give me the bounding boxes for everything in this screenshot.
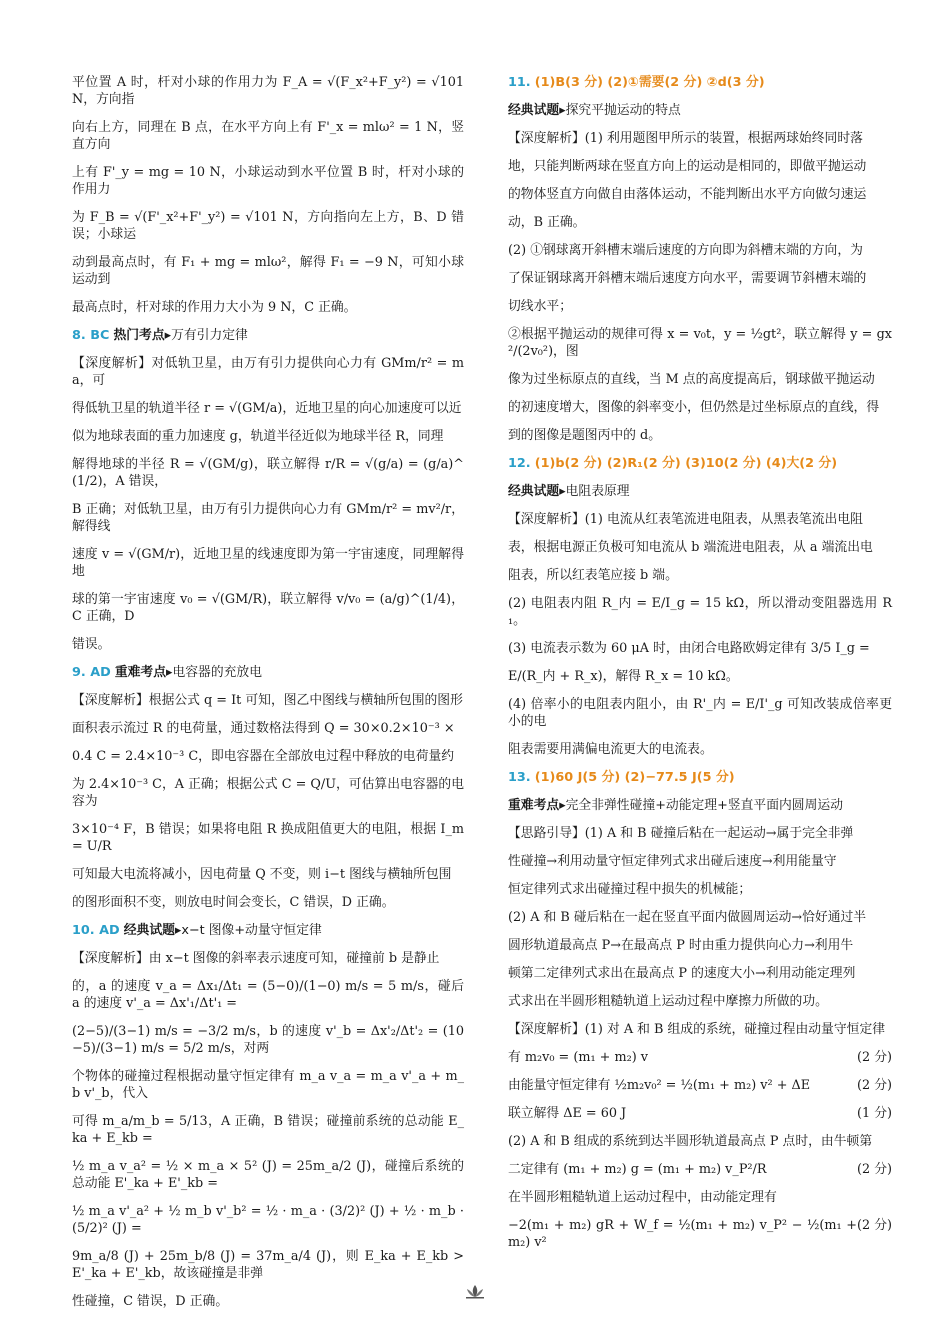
question-number: 9. AD — [72, 665, 111, 680]
question-number: 11. — [508, 75, 531, 90]
text-line: 圆形轨道最高点 P→在最高点 P 时由重力提供向心力→利用牛 — [508, 938, 854, 953]
text-line: 在半圆形粗糙轨道上运动过程中，由动能定理有 — [508, 1190, 777, 1205]
text-line: 切线水平； — [508, 299, 572, 314]
text-line: 动到最高点时，有 F₁ + mg = mlω²，解得 F₁ = −9 N，可知小球运动到 — [72, 255, 464, 287]
text-line: (2−5)/(3−1) m/s = −3/2 m/s，b 的速度 v'_b = Δx'₂/Δt'₂ = (10−5)/(3−1) m/s = 5/2 m/s，对两 — [72, 1024, 464, 1056]
topic-tag: 热门考点 — [113, 328, 165, 343]
text-line: (4) 倍率小的电阻表内阻小，由 R'_内 = E/I'_g 可知改装成倍率更小的电 — [508, 697, 892, 729]
text-line: 0.4 C = 2.4×10⁻³ C，即电容器在全部放电过程中释放的电荷量约 — [72, 749, 455, 764]
equation-text: −2(m₁ + m₂) gR + W_f = ½(m₁ + m₂) v_P² − ½(m₁ + m₂) v² — [508, 1218, 857, 1250]
question-header — [72, 922, 464, 939]
scored-line — [508, 1049, 892, 1066]
text-line: 【思路引导】(1) A 和 B 碰撞后粘在一起运动→属于完全非弹 — [508, 826, 854, 841]
text-line: 似为地球表面的重力加速度 g，轨道半径近似为地球半径 R，同理 — [72, 429, 444, 444]
topic-name: ▸电阻表原理 — [559, 484, 630, 499]
equation-text: 有 m₂v₀ = (m₁ + m₂) v — [508, 1050, 649, 1065]
publisher-logo-icon — [463, 1283, 487, 1299]
score-points: (2 分) — [857, 1078, 892, 1093]
topic-tag: 经典试题 — [508, 484, 560, 499]
question-header — [508, 102, 892, 119]
text-line: 的，a 的速度 v_a = Δx₁/Δt₁ = (5−0)/(1−0) m/s = 5 m/s，碰后 a 的速度 v'_a = Δx'₁/Δt'₁ = — [72, 979, 464, 1011]
answer-key: (1)60 J(5 分) (2)−77.5 J(5 分) — [534, 770, 735, 785]
text-line: 球的第一宇宙速度 v₀ = √(GM/R)，联立解得 v/v₀ = (a/g)^(1/4)，C 正确，D — [72, 592, 464, 624]
text-line: 【深度解析】根据公式 q = It 可知，图乙中图线与横轴所包围的图形 — [72, 693, 463, 708]
equation-text: 联立解得 ΔE = 60 J — [508, 1106, 627, 1121]
topic-name: ▸电容器的充放电 — [166, 665, 263, 680]
text-line: (2) A 和 B 碰后粘在一起在竖直平面内做圆周运动→恰好通过半 — [508, 910, 867, 925]
question-header — [72, 664, 464, 681]
equation-text: 由能量守恒定律有 ½m₂v₀² = ½(m₁ + m₂) v² + ΔE — [508, 1078, 811, 1093]
text-line: 【深度解析】(1) 对 A 和 B 组成的系统，碰撞过程由动量守恒定律 — [508, 1022, 886, 1037]
right-column — [508, 74, 892, 1262]
text-line: ②根据平抛运动的规律可得 x = v₀t，y = ½gt²，联立解得 y = gx²/(2v₀²)，图 — [508, 327, 892, 359]
scored-line — [508, 1077, 892, 1094]
text-line: 速度 v = √(GM/r)，近地卫星的线速度即为第一宇宙速度，同理解得地 — [72, 547, 464, 579]
question-number: 12. — [508, 456, 531, 471]
text-line: 地，只能判断两球在竖直方向上的运动是相同的，即做平抛运动 — [508, 159, 867, 174]
question-header — [508, 797, 892, 814]
text-line: (2) 电阻表内阻 R_内 = E/I_g = 15 kΩ，所以滑动变阻器选用 R₁。 — [508, 596, 892, 628]
topic-tag: 经典试题 — [123, 923, 175, 938]
text-line: 得低轨卫星的轨道半径 r = √(GM/a)，近地卫星的向心加速度可以近 — [72, 401, 462, 416]
question-header — [508, 483, 892, 500]
text-line: 【深度解析】(1) 利用题图甲所示的装置，根据两球始终同时落 — [508, 131, 863, 146]
text-line: (2) A 和 B 组成的系统到达半圆形轨道最高点 P 点时，由牛顿第 — [508, 1134, 873, 1149]
text-line: 可得 m_a/m_b = 5/13，A 正确，B 错误；碰撞前系统的总动能 E_ka + E_kb = — [72, 1114, 464, 1146]
text-line: E/(R_内 + R_x)，解得 R_x = 10 kΩ。 — [508, 669, 739, 684]
score-points: (2 分) — [857, 1218, 892, 1233]
text-line: 了保证钢球离开斜槽末端后速度方向水平，需要调节斜槽末端的 — [508, 271, 867, 286]
text-line: 式求出在半圆形粗糙轨道上运动过程中摩擦力所做的功。 — [508, 994, 828, 1009]
question-header — [508, 769, 892, 786]
text-line: 【深度解析】(1) 电流从红表笔流进电阻表，从黑表笔流出电阻 — [508, 512, 863, 527]
score-points: (2 分) — [857, 1162, 892, 1177]
text-line: 最高点时，杆对球的作用力大小为 9 N，C 正确。 — [72, 300, 357, 315]
text-line: 平位置 A 时，杆对小球的作用力为 F_A = √(F_x²+F_y²) = √101 N，方向指 — [72, 75, 464, 107]
answer-key: (1)B(3 分) (2)①需要(2 分) ②d(3 分) — [534, 75, 765, 90]
score-points: (2 分) — [857, 1050, 892, 1065]
text-line: 性碰撞→利用动量守恒定律列式求出碰后速度→利用能量守 — [508, 854, 837, 869]
text-line: 为 F_B = √(F'_x²+F'_y²) = √101 N，方向指向左上方，B、D 错误；小球运 — [72, 210, 464, 242]
text-line: 上有 F'_y = mg = 10 N，小球运动到水平位置 B 时，杆对小球的作用力 — [72, 165, 464, 197]
text-line: 表，根据电源正负极可知电流从 b 端流进电阻表，从 a 端流出电 — [508, 540, 873, 555]
text-line: 的初速度增大，图像的斜率变小，但仍然是过坐标原点的直线，得 — [508, 400, 880, 415]
question-number: 8. BC — [72, 328, 110, 343]
text-line: 面积表示流过 R 的电荷量，通过数格法得到 Q = 30×0.2×10⁻³ × — [72, 721, 455, 736]
topic-name: ▸完全非弹性碰撞+动能定理+竖直平面内圆周运动 — [559, 798, 843, 813]
equation-text: 二定律有 (m₁ + m₂) g = (m₁ + m₂) v_P²/R — [508, 1162, 767, 1177]
text-line: 3×10⁻⁴ F，B 错误；如果将电阻 R 换成阻值更大的电阻，根据 I_m = U/R — [72, 822, 464, 854]
question-number: 13. — [508, 770, 531, 785]
score-points: (1 分) — [857, 1106, 892, 1121]
text-line: 可知最大电流将减小，因电荷量 Q 不变，则 i−t 图线与横轴所包围 — [72, 867, 452, 882]
text-line: 为 2.4×10⁻³ C，A 正确；根据公式 C = Q/U，可估算出电容器的电容为 — [72, 777, 464, 809]
scored-line — [508, 1105, 892, 1122]
topic-name: ▸探究平抛运动的特点 — [559, 103, 681, 118]
text-line: 性碰撞，C 错误，D 正确。 — [72, 1294, 229, 1309]
text-line: 错误。 — [72, 637, 111, 652]
text-line: 【深度解析】由 x−t 图像的斜率表示速度可知，碰撞前 b 是静止 — [72, 951, 440, 966]
text-line: 的图形面积不变，则放电时间会变长，C 错误，D 正确。 — [72, 895, 395, 910]
text-line: ½ m_a v'_a² + ½ m_b v'_b² = ½ · m_a · (3/2)² (J) + ½ · m_b · (5/2)² (J) = — [72, 1204, 464, 1236]
text-line: 阻表需要用满偏电流更大的电流表。 — [508, 742, 713, 757]
text-line: 个物体的碰撞过程根据动量守恒定律有 m_a v_a = m_a v'_a + m_b v'_b，代入 — [72, 1069, 464, 1101]
topic-name: ▸x−t 图像+动量守恒定律 — [174, 923, 322, 938]
question-header — [508, 455, 892, 472]
text-line: 像为过坐标原点的直线，当 M 点的高度提高后，钢球做平抛运动 — [508, 372, 875, 387]
text-line: 到的图像是题图丙中的 d。 — [508, 428, 662, 443]
topic-name: ▸万有引力定律 — [164, 328, 248, 343]
text-line: 【深度解析】对低轨卫星，由万有引力提供向心力有 GMm/r² = ma，可 — [72, 356, 464, 388]
topic-tag: 经典试题 — [508, 103, 560, 118]
text-line: ½ m_a v_a² = ½ × m_a × 5² (J) = 25m_a/2 (J)，碰撞后系统的总动能 E'_ka + E'_kb = — [72, 1159, 464, 1191]
question-header — [72, 327, 464, 344]
text-line: 解得地球的半径 R = √(GM/g)，联立解得 r/R = √(g/a) = (g/a)^(1/2)，A 错误， — [72, 457, 464, 489]
question-number: 10. AD — [72, 923, 120, 938]
text-line: (2) ①钢球离开斜槽末端后速度的方向即为斜槽末端的方向，为 — [508, 243, 863, 258]
text-line: 向右上方，同理在 B 点，在水平方向上有 F'_x = mlω² = 1 N，竖直方向 — [72, 120, 464, 152]
topic-tag: 重难考点 — [508, 798, 560, 813]
answer-key: (1)b(2 分) (2)R₁(2 分) (3)10(2 分) (4)大(2 分) — [534, 456, 838, 471]
topic-tag: 重难考点 — [114, 665, 167, 680]
text-line: 恒定律列式求出碰撞过程中损失的机械能； — [508, 882, 752, 897]
text-line: B 正确；对低轨卫星，由万有引力提供向心力有 GMm/r² = mv²/r，解得线 — [72, 502, 464, 534]
question-header — [508, 74, 892, 91]
text-line: 9m_a/8 (J) + 25m_b/8 (J) = 37m_a/4 (J)，则 E_ka + E_kb > E'_ka + E'_kb，故该碰撞是非弹 — [72, 1249, 464, 1281]
text-line: (3) 电流表示数为 60 μA 时，由闭合电路欧姆定律有 3/5 I_g = — [508, 641, 870, 656]
text-line: 的物体竖直方向做自由落体运动，不能判断出水平方向做匀速运 — [508, 187, 867, 202]
text-line: 动，B 正确。 — [508, 215, 586, 230]
text-line: 顿第二定律列式求出在最高点 P 的速度大小→利用动能定理列 — [508, 966, 856, 981]
scored-line — [508, 1161, 892, 1178]
text-line: 阻表，所以红表笔应接 b 端。 — [508, 568, 678, 583]
left-column — [72, 74, 464, 1321]
scored-line — [508, 1217, 892, 1251]
